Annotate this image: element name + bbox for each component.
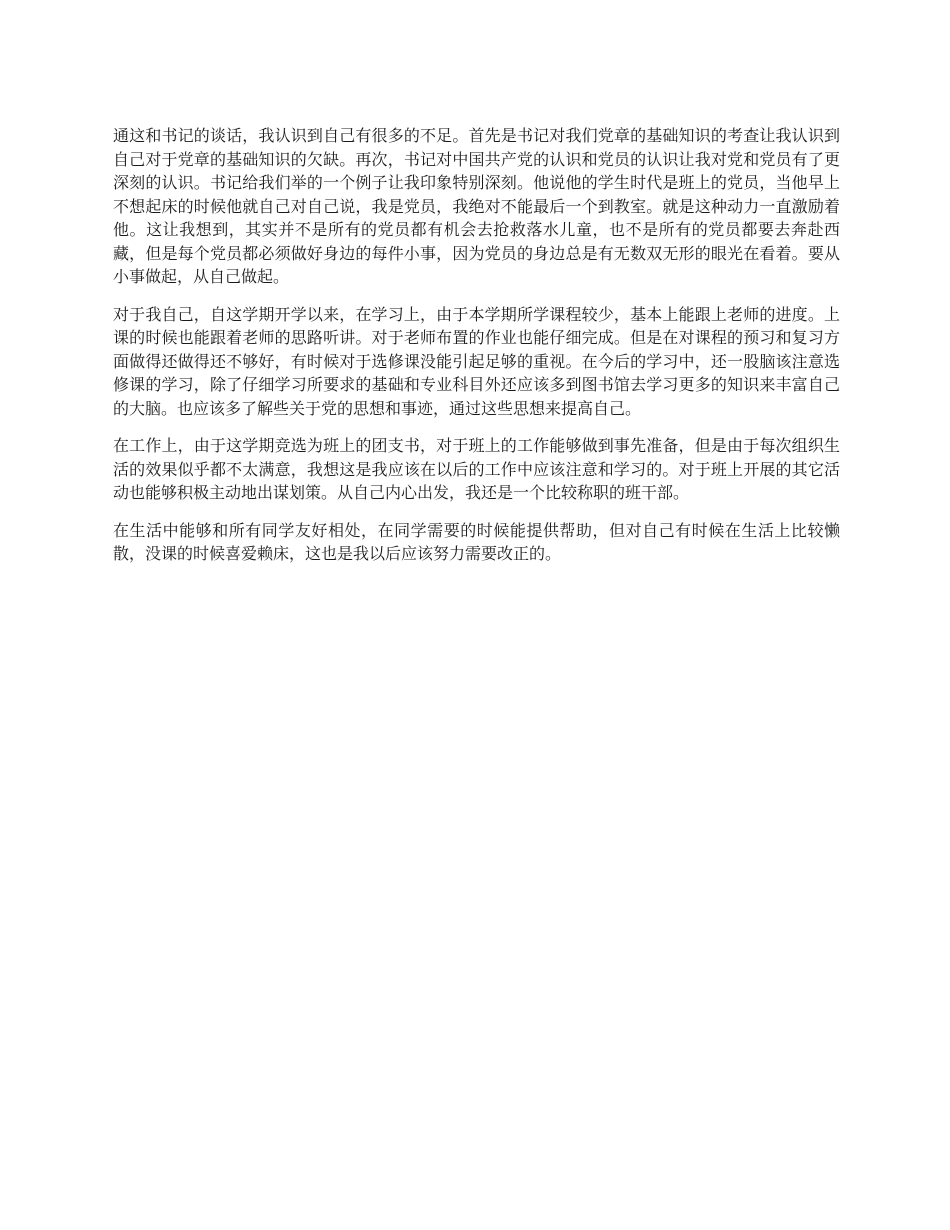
paragraph-life: 在生活中能够和所有同学友好相处，在同学需要的时候能提供帮助，但对自己有时候在生活上比较懒散，没课的时候喜爱赖床，这也是我以后应该努力需要改正的。	[113, 520, 840, 563]
paragraph-work: 在工作上，由于这学期竞选为班上的团支书，对于班上的工作能够做到事先准备，但是由于每次组织生活的效果似乎都不太满意，我想这是我应该在以后的工作中应该注意和学习的。对于班上开展的其它活动也能够积极主动地出谋划策。从自己内心出发，我还是一个比较称职的班干部。	[113, 436, 840, 502]
document-page	[113, 124, 840, 580]
paragraph-study: 对于我自己，自这学期开学以来，在学习上，由于本学期所学课程较少，基本上能跟上老师的进度。上课的时候也能跟着老师的思路听讲。对于老师布置的作业也能仔细完成。但是在对课程的预习和复习方面做得还做得还不够好，有时候对于选修课没能引起足够的重视。在今后的学习中，还一股脑该注意选修课的学习，除了仔细学习所要求的基础和专业科目外还应该多到图书馆去学习更多的知识来丰富自己的大脑。也应该多了解些关于党的思想和事迹，通过这些思想来提高自己。	[113, 304, 840, 418]
paragraph-party-talk: 通这和书记的谈话，我认识到自己有很多的不足。首先是书记对我们党章的基础知识的考查让我认识到自己对于党章的基础知识的欠缺。再次，书记对中国共产党的认识和党员的认识让我对党和党员有了更深刻的认识。书记给我们举的一个例子让我印象特别深刻。他说他的学生时代是班上的党员，当他早上不想起床的时候他就自己对自己说，我是党员，我绝对不能最后一个到教室。就是这种动力一直激励着他。这让我想到，其实并不是所有的党员都有机会去抢救落水儿童，也不是所有的党员都要去奔赴西藏，但是每个党员都必须做好身边的每件小事，因为党员的身边总是有无数双无形的眼光在看着。要从小事做起，从自己做起。	[113, 126, 840, 286]
